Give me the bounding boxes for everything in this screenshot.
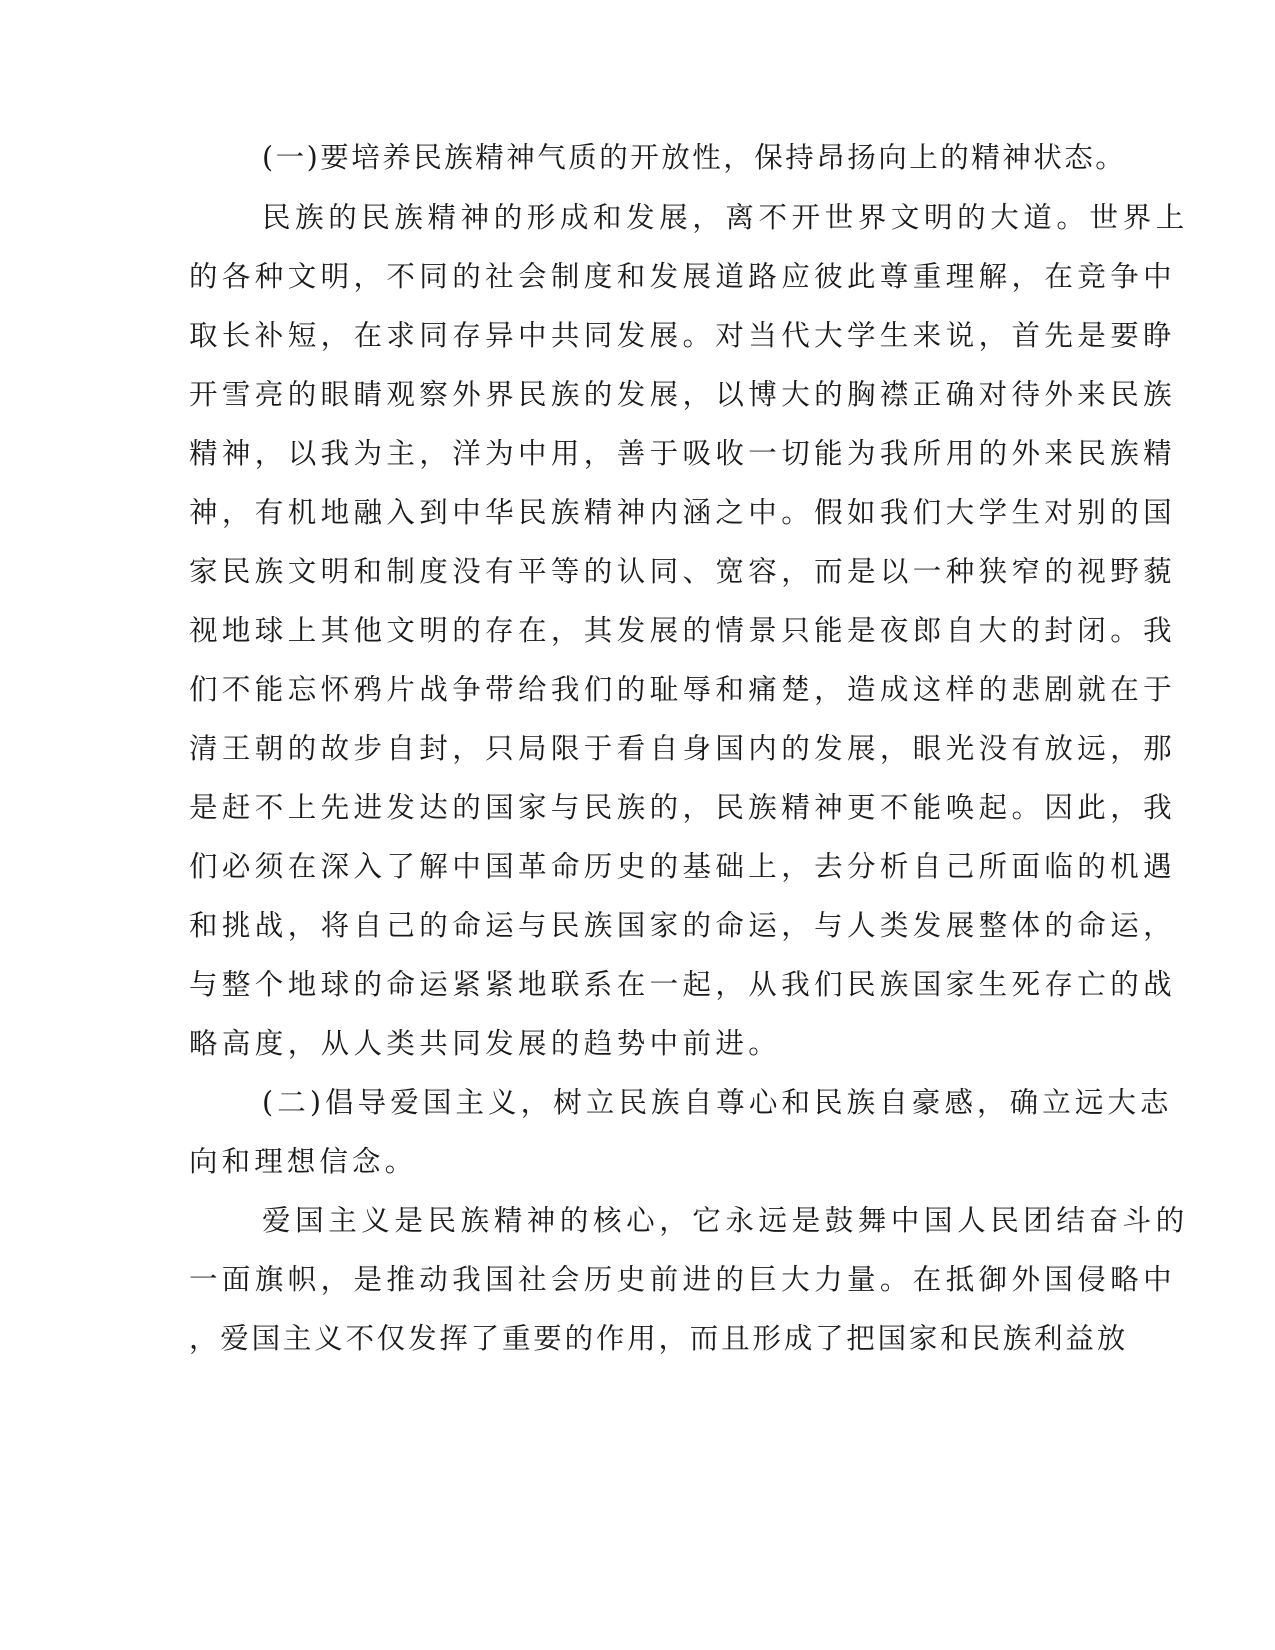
paragraph-line: 略高度，从人类共同发展的趋势中前进。: [189, 1027, 782, 1060]
paragraph-line: 们不能忘怀鸦片战争带给我们的耻辱和痛楚，造成这样的悲剧就在于: [189, 673, 1177, 706]
paragraph-line: 家民族文明和制度没有平等的认同、宽容，而是以一种狭窄的视野藐: [189, 555, 1177, 588]
paragraph-line: 爱国主义是民族精神的核心，它永远是鼓舞中国人民团结奋斗的: [262, 1204, 1189, 1237]
paragraph-line: 的各种文明，不同的社会制度和发展道路应彼此尊重理解，在竞争中: [189, 260, 1177, 293]
paragraph-line: ，爱国主义不仅发挥了重要的作用，而且形成了把国家和民族利益放: [189, 1322, 1129, 1355]
section-heading-2: (二)倡导爱国主义，树立民族自尊心和民族自豪感，确立远大志: [262, 1086, 1173, 1119]
paragraph-line: 是赶不上先进发达的国家与民族的，民族精神更不能唤起。因此，我: [189, 791, 1177, 824]
paragraph-line: 清王朝的故步自封，只局限于看自身国内的发展，眼光没有放远，那: [189, 732, 1177, 765]
paragraph-line: 与整个地球的命运紧紧地联系在一起，从我们民族国家生死存亡的战: [189, 968, 1177, 1001]
paragraph-line: 们必须在深入了解中国革命历史的基础上，去分析自己所面临的机遇: [189, 850, 1177, 883]
paragraph-line: 开雪亮的眼睛观察外界民族的发展，以博大的胸襟正确对待外来民族: [189, 378, 1177, 411]
paragraph-line: 取长补短，在求同存异中共同发展。对当代大学生来说，首先是要睁: [189, 319, 1177, 352]
paragraph-line: 神，有机地融入到中华民族精神内涵之中。假如我们大学生对别的国: [189, 496, 1177, 529]
paragraph-line: 精神，以我为主，洋为中用，善于吸收一切能为我所用的外来民族精: [189, 437, 1177, 470]
section-heading-1: (一)要培养民族精神气质的开放性，保持昂扬向上的精神状态。: [262, 141, 1127, 174]
paragraph-line: 视地球上其他文明的存在，其发展的情景只能是夜郎自大的封闭。我: [189, 614, 1177, 647]
paragraph-line: 一面旗帜，是推动我国社会历史前进的巨大力量。在抵御外国侵略中: [189, 1263, 1177, 1296]
paragraph-line: 和挑战，将自己的命运与民族国家的命运，与人类发展整体的命运，: [189, 909, 1177, 942]
paragraph-line: 民族的民族精神的形成和发展，离不开世界文明的大道。世界上: [262, 201, 1189, 234]
section-heading-2-continued: 向和理想信念。: [189, 1145, 418, 1178]
